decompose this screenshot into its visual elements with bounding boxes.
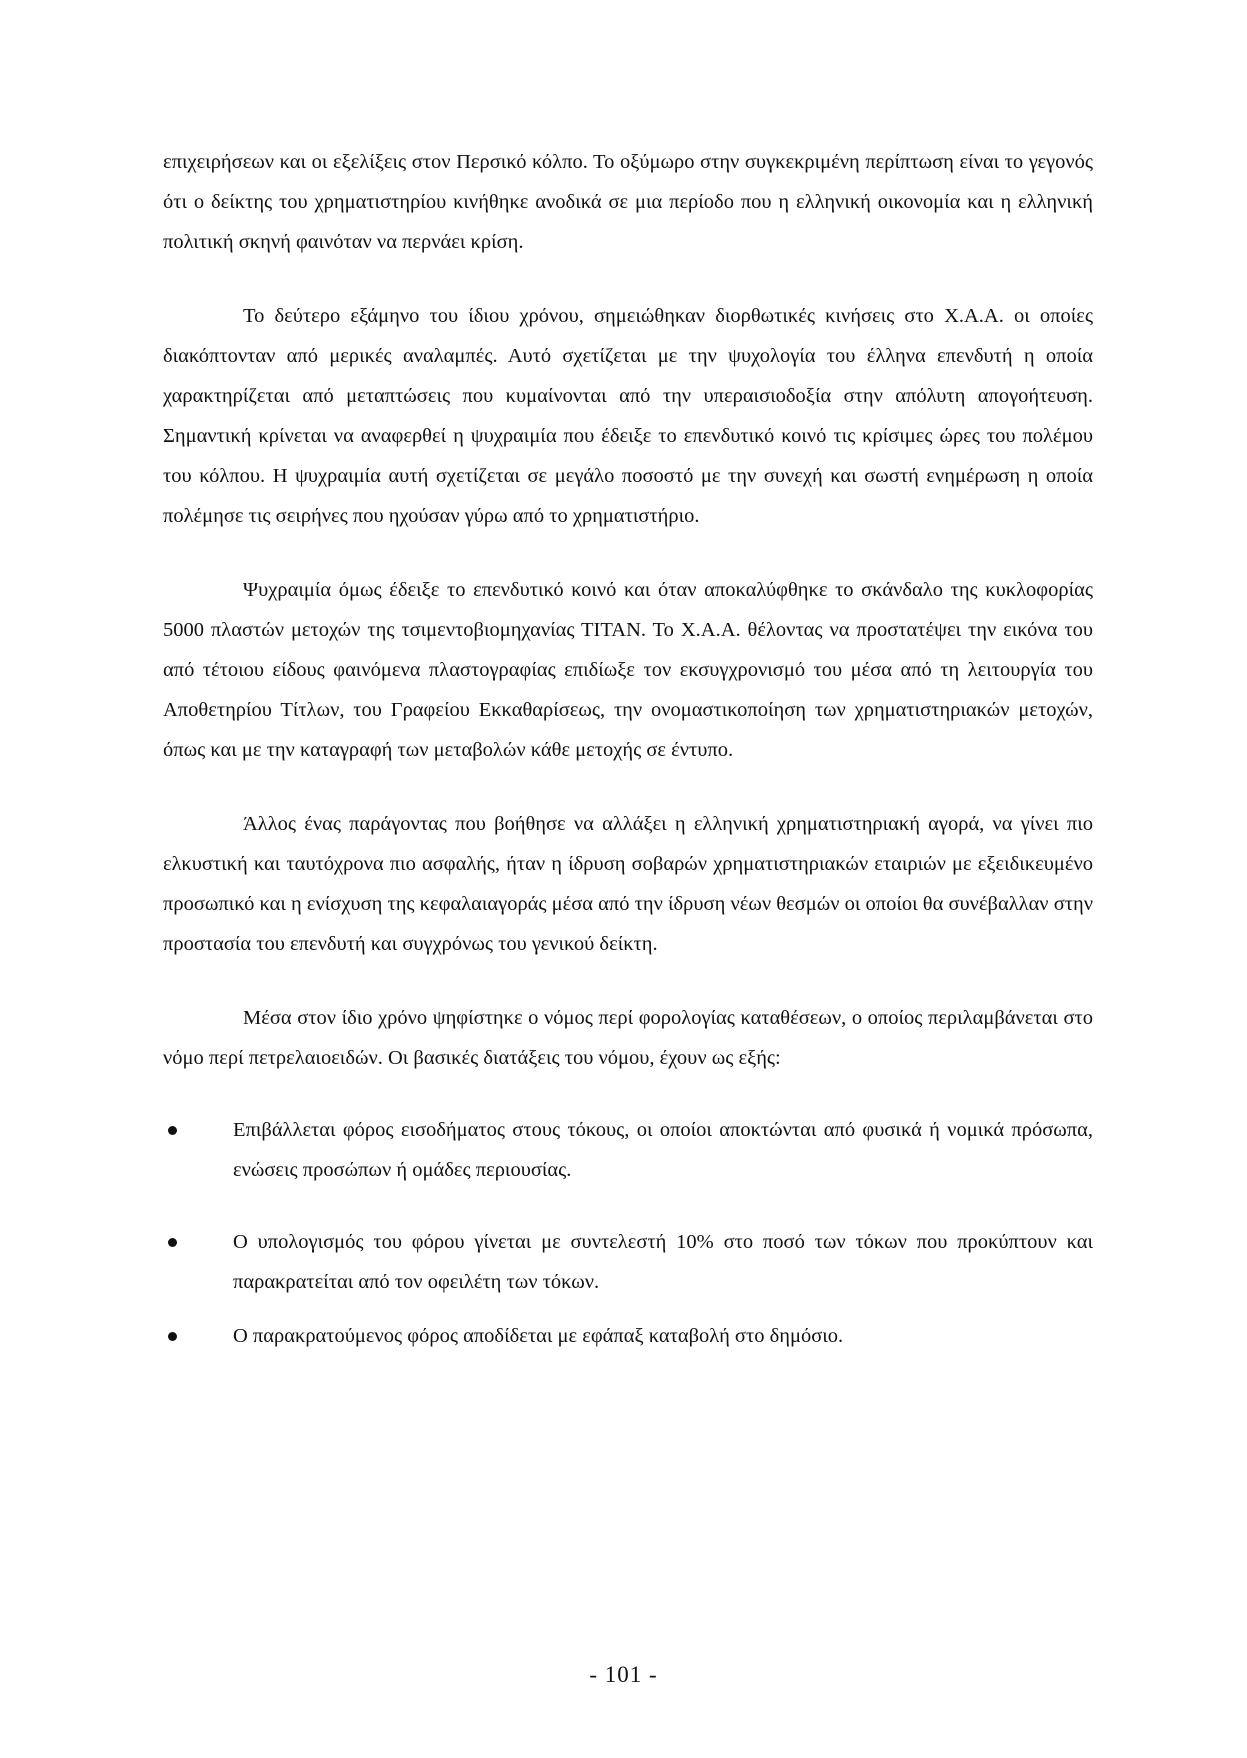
paragraph-brokerage-firms: Άλλος ένας παράγοντας που βοήθησε να αλλάξει η ελληνική χρηματιστηριακή αγορά, να γίνει πιο ελκυστική και ταυτόχρονα πιο ασφαλής, ήταν η ίδρυση σοβαρών χρηματιστηριακών εταιριών με εξειδικευμένο προσωπικό και η ενίσχυση της κεφαλαιαγοράς μέσα από την ίδρυση νέων θεσμών οι οποίοι θα συνέβαλλαν στην προστασία του επενδυτή και συγχρόνως του γενικού δείκτη. bbox=[163, 813, 1093, 955]
page-number: - 101 - bbox=[589, 1662, 658, 1687]
paragraph-titan-scandal: Ψυχραιμία όμως έδειξε το επενδυτικό κοινό και όταν αποκαλύφθηκε το σκάνδαλο της κυκλοφορίας 5000 πλαστών μετοχών της τσιμεντοβιομηχανίας ΤΙΤΑΝ. Το Χ.Α.Α. θέλοντας να προστατέψει την εικόνα του από τέτοιου είδους φαινόμενα πλαστογραφίας επιδίωξε τον εκσυγχρονισμό του μέσα από τη λειτουργία του Αποθετηρίου Τίτλων, του Γραφείου Εκκαθαρίσεως, την ονομαστικοποίηση των χρηματιστηριακών μετοχών, όπως και με την καταγραφή των μεταβολών κάθε μετοχής σε έντυπο. bbox=[163, 579, 1093, 761]
bullet-icon bbox=[168, 1332, 177, 1341]
paragraph-tax-law: Μέσα στον ίδιο χρόνο ψηφίστηκε ο νόμος περί φορολογίας καταθέσεων, ο οποίος περιλαμβάνεται στο νόμο περί πετρελαιοειδών. Οι βασικές διατάξεις του νόμου, έχουν ως εξής: bbox=[163, 1007, 1093, 1069]
list-item bbox=[163, 1316, 1093, 1356]
list-item-text: Ο παρακρατούμενος φόρος αποδίδεται με εφάπαξ καταβολή στο δημόσιο. bbox=[233, 1325, 844, 1347]
tax-provisions-list bbox=[163, 1110, 1093, 1356]
paragraph-corrections: Το δεύτερο εξάμηνο του ίδιου χρόνου, σημειώθηκαν διορθωτικές κινήσεις στο Χ.Α.Α. οι οποίες διακόπτονταν από μερικές αναλαμπές. Αυτό σχετίζεται με την ψυχολογία του έλληνα επενδυτή η οποία χαρακτηρίζεται από μεταπτώσεις που κυμαίνονται από την υπεραισιοδοξία στην απόλυτη απογοήτευση. Σημαντική κρίνεται να αναφερθεί η ψυχραιμία που έδειξε το επενδυτικό κοινό τις κρίσιμες ώρες του πολέμου του κόλπου. Η ψυχραιμία αυτή σχετίζεται σε μεγάλο ποσοστό με την συνεχή και σωστή ενημέρωση η οποία πολέμησε τις σειρήνες που ηχούσαν γύρω από το χρηματιστήριο. bbox=[163, 305, 1093, 527]
list-item-text: Επιβάλλεται φόρος εισοδήματος στους τόκους, οι οποίοι αποκτώνται από φυσικά ή νομικά πρόσωπα, ενώσεις προσώπων ή ομάδες περιουσίας. bbox=[233, 1119, 1093, 1181]
paragraph-gap bbox=[163, 262, 1093, 296]
paragraph-gap bbox=[163, 1078, 1093, 1110]
body-text bbox=[163, 142, 1093, 1356]
bullet-icon bbox=[168, 1126, 177, 1135]
paragraph-gap bbox=[163, 964, 1093, 998]
list-item bbox=[163, 1110, 1093, 1190]
list-item bbox=[163, 1222, 1093, 1302]
paragraph-gap bbox=[163, 770, 1093, 804]
paragraph-gap bbox=[163, 536, 1093, 570]
bullet-icon bbox=[168, 1238, 177, 1247]
list-gap bbox=[163, 1302, 1093, 1316]
paragraph-continuation: επιχειρήσεων και οι εξελίξεις στον Περσικό κόλπο. Το οξύμωρο στην συγκεκριμένη περίπτωση είναι το γεγονός ότι ο δείκτης του χρηματιστηρίου κινήθηκε ανοδικά σε μια περίοδο που η ελληνική οικονομία και η ελληνική πολιτική σκηνή φαινόταν να περνάει κρίση. bbox=[163, 151, 1093, 253]
list-item-text: Ο υπολογισμός του φόρου γίνεται με συντελεστή 10% στο ποσό των τόκων που προκύπτουν και παρακρατείται από τον οφειλέτη των τόκων. bbox=[233, 1231, 1093, 1293]
list-gap bbox=[163, 1190, 1093, 1222]
